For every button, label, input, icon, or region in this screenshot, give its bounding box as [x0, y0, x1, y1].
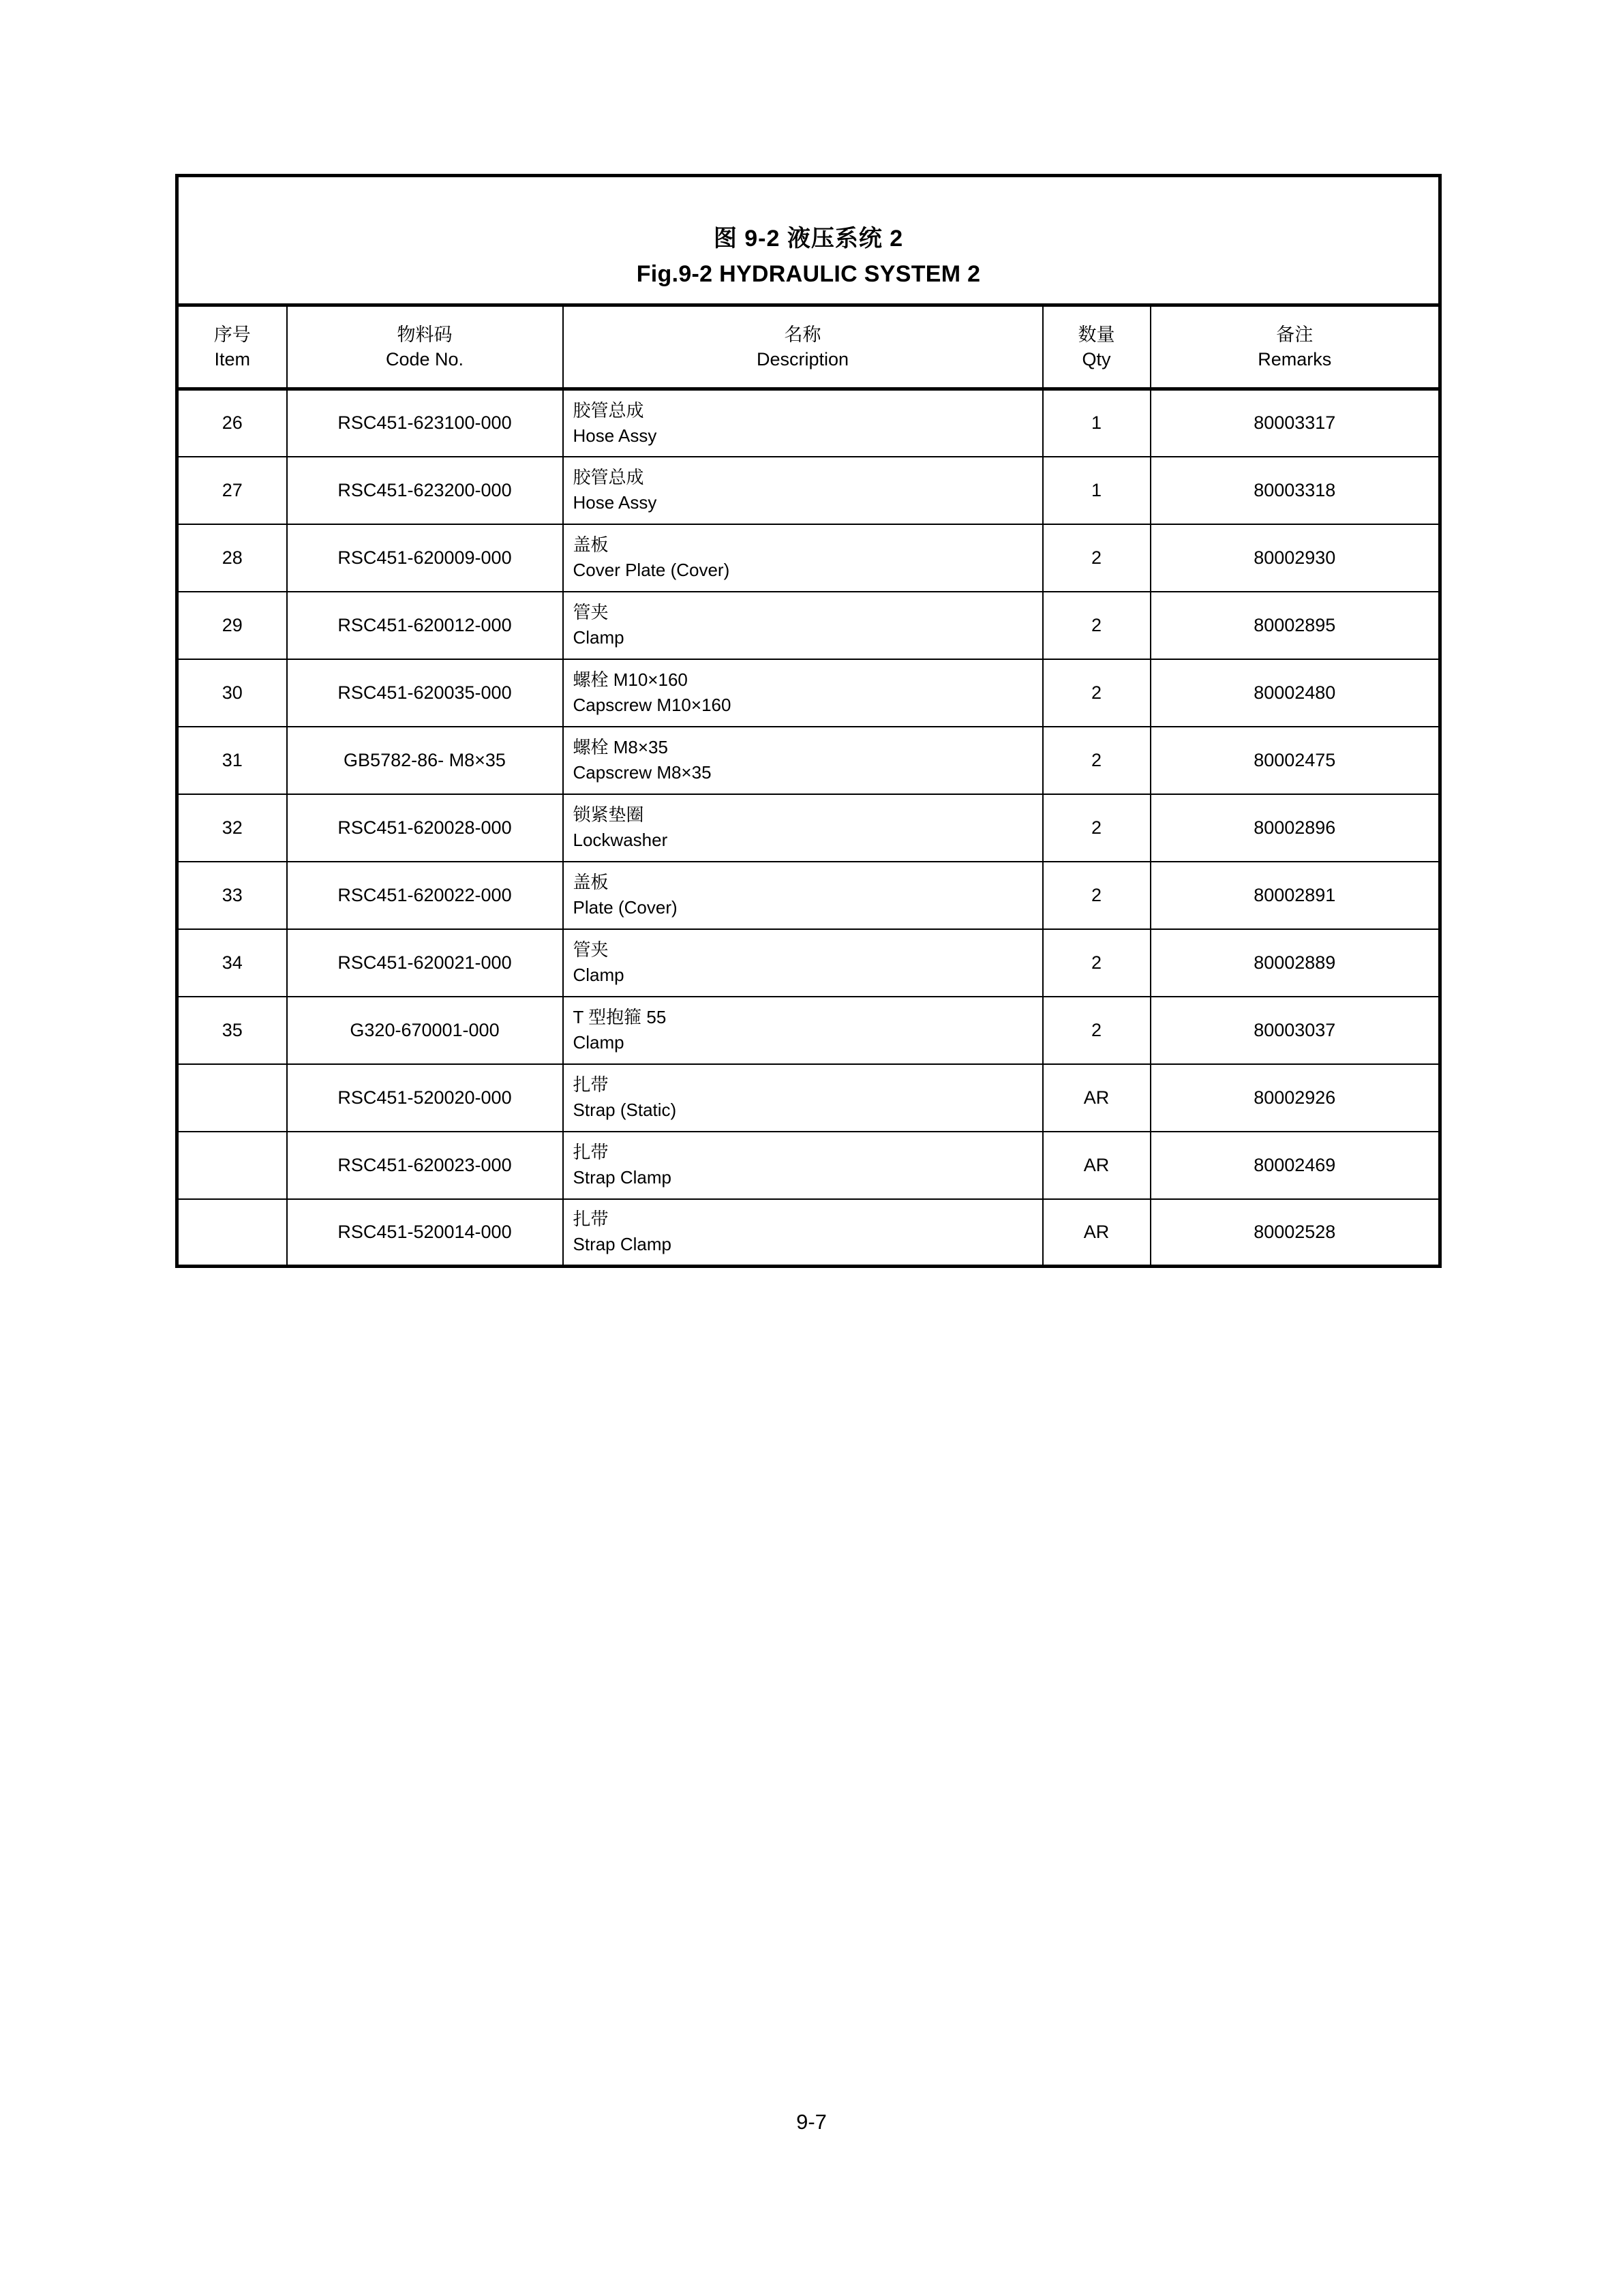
cell-item: 32 [177, 794, 287, 862]
cell-code: RSC451-620021-000 [287, 929, 563, 997]
cell-remarks: 80002480 [1151, 659, 1440, 727]
cell-code: RSC451-520014-000 [287, 1199, 563, 1267]
parts-list-table [175, 174, 1442, 1268]
cell-code: RSC451-620028-000 [287, 794, 563, 862]
description-chinese: 盖板 [573, 872, 609, 893]
description-chinese: 扎带 [573, 1209, 609, 1230]
description-english: Capscrew M10×160 [573, 695, 731, 715]
cell-code: RSC451-520020-000 [287, 1064, 563, 1132]
description-chinese: 螺栓 M10×160 [573, 669, 688, 691]
cell-description [563, 794, 1043, 862]
cell-item: 35 [177, 997, 287, 1064]
column-header-description [563, 305, 1043, 389]
cell-item: 27 [177, 457, 287, 524]
cell-remarks: 80002889 [1151, 929, 1440, 997]
column-header-remarks-cn: 备注 [1276, 324, 1314, 345]
cell-item [177, 1199, 287, 1267]
cell-description [563, 997, 1043, 1064]
cell-description [563, 1132, 1043, 1199]
description-english: Strap Clamp [573, 1234, 671, 1255]
description-chinese: 扎带 [573, 1142, 609, 1163]
description-english: Lockwasher [573, 830, 668, 850]
description-english: Strap (Static) [573, 1100, 677, 1120]
cell-code: RSC451-623100-000 [287, 389, 563, 457]
cell-item: 30 [177, 659, 287, 727]
cell-description [563, 389, 1043, 457]
column-header-qty-cn: 数量 [1078, 324, 1115, 345]
cell-description [563, 929, 1043, 997]
cell-remarks: 80002528 [1151, 1199, 1440, 1267]
table-row [177, 1132, 1440, 1199]
table-row [177, 592, 1440, 659]
description-chinese: 扎带 [573, 1074, 609, 1096]
table-row [177, 389, 1440, 457]
table-row [177, 1199, 1440, 1267]
table-row [177, 997, 1440, 1064]
description-english: Hose Assy [573, 425, 657, 446]
table-row [177, 659, 1440, 727]
cell-description [563, 727, 1043, 794]
description-english: Capscrew M8×35 [573, 762, 712, 783]
cell-item: 34 [177, 929, 287, 997]
table-title-row [177, 176, 1440, 305]
cell-description [563, 659, 1043, 727]
cell-code: G320-670001-000 [287, 997, 563, 1064]
column-header-qty-en: Qty [1082, 349, 1111, 369]
figure-title-chinese: 图 9-2 液压系统 2 [713, 225, 904, 252]
table-header-row [177, 305, 1440, 389]
cell-item: 26 [177, 389, 287, 457]
description-english: Plate (Cover) [573, 897, 678, 918]
table-row [177, 1064, 1440, 1132]
cell-item: 33 [177, 862, 287, 929]
table-row [177, 457, 1440, 524]
cell-code: RSC451-620012-000 [287, 592, 563, 659]
cell-description [563, 1199, 1043, 1267]
column-header-description-cn: 名称 [784, 324, 821, 345]
cell-description [563, 524, 1043, 592]
description-chinese: 盖板 [573, 534, 609, 556]
table-row [177, 929, 1440, 997]
cell-remarks: 80002895 [1151, 592, 1440, 659]
column-header-code-cn: 物料码 [397, 324, 453, 345]
table-row [177, 524, 1440, 592]
description-english: Clamp [573, 627, 624, 648]
cell-qty: 2 [1043, 862, 1151, 929]
cell-remarks: 80002475 [1151, 727, 1440, 794]
cell-code: RSC451-620023-000 [287, 1132, 563, 1199]
column-header-description-en: Description [756, 349, 849, 369]
column-header-code [287, 305, 563, 389]
description-chinese: 管夹 [573, 939, 609, 961]
cell-qty: 2 [1043, 727, 1151, 794]
cell-remarks: 80003037 [1151, 997, 1440, 1064]
cell-description [563, 1064, 1043, 1132]
table-row [177, 862, 1440, 929]
description-chinese: 螺栓 M8×35 [573, 737, 668, 758]
column-header-code-en: Code No. [385, 349, 464, 369]
parts-table-body [177, 389, 1440, 1267]
cell-remarks: 80002930 [1151, 524, 1440, 592]
cell-remarks: 80002926 [1151, 1064, 1440, 1132]
cell-remarks: 80002891 [1151, 862, 1440, 929]
description-chinese: 胶管总成 [573, 467, 644, 488]
column-header-remarks [1151, 305, 1440, 389]
description-english: Strap Clamp [573, 1167, 671, 1188]
cell-remarks: 80002896 [1151, 794, 1440, 862]
cell-item: 29 [177, 592, 287, 659]
cell-description [563, 862, 1043, 929]
cell-qty: 2 [1043, 524, 1151, 592]
description-chinese: T 型抱箍 55 [573, 1007, 667, 1028]
cell-qty: 1 [1043, 457, 1151, 524]
table-row [177, 794, 1440, 862]
cell-code: GB5782-86- M8×35 [287, 727, 563, 794]
description-english: Cover Plate (Cover) [573, 560, 730, 580]
cell-item [177, 1132, 287, 1199]
cell-description [563, 457, 1043, 524]
cell-item [177, 1064, 287, 1132]
column-header-qty [1043, 305, 1151, 389]
description-english: Clamp [573, 1032, 624, 1053]
figure-title-block [177, 176, 1440, 305]
cell-remarks: 80003317 [1151, 389, 1440, 457]
cell-remarks: 80003318 [1151, 457, 1440, 524]
cell-qty: AR [1043, 1132, 1151, 1199]
cell-code: RSC451-623200-000 [287, 457, 563, 524]
cell-item: 31 [177, 727, 287, 794]
column-header-item-en: Item [214, 349, 250, 369]
cell-qty: 2 [1043, 592, 1151, 659]
cell-qty: 2 [1043, 659, 1151, 727]
column-header-item [177, 305, 287, 389]
cell-code: RSC451-620009-000 [287, 524, 563, 592]
description-english: Clamp [573, 965, 624, 985]
description-chinese: 锁紧垫圈 [573, 804, 644, 826]
cell-code: RSC451-620022-000 [287, 862, 563, 929]
column-header-item-cn: 序号 [213, 324, 251, 345]
description-chinese: 管夹 [573, 602, 609, 623]
cell-description [563, 592, 1043, 659]
cell-qty: 1 [1043, 389, 1151, 457]
description-chinese: 胶管总成 [573, 399, 644, 421]
column-header-remarks-en: Remarks [1258, 349, 1332, 369]
cell-qty: 2 [1043, 929, 1151, 997]
cell-qty: 2 [1043, 997, 1151, 1064]
figure-title-english: Fig.9-2 HYDRAULIC SYSTEM 2 [636, 260, 981, 287]
page-number: 9-7 [796, 2110, 827, 2134]
cell-remarks: 80002469 [1151, 1132, 1440, 1199]
cell-code: RSC451-620035-000 [287, 659, 563, 727]
cell-qty: AR [1043, 1199, 1151, 1267]
table-row [177, 727, 1440, 794]
cell-qty: AR [1043, 1064, 1151, 1132]
description-english: Hose Assy [573, 492, 657, 513]
cell-qty: 2 [1043, 794, 1151, 862]
cell-item: 28 [177, 524, 287, 592]
